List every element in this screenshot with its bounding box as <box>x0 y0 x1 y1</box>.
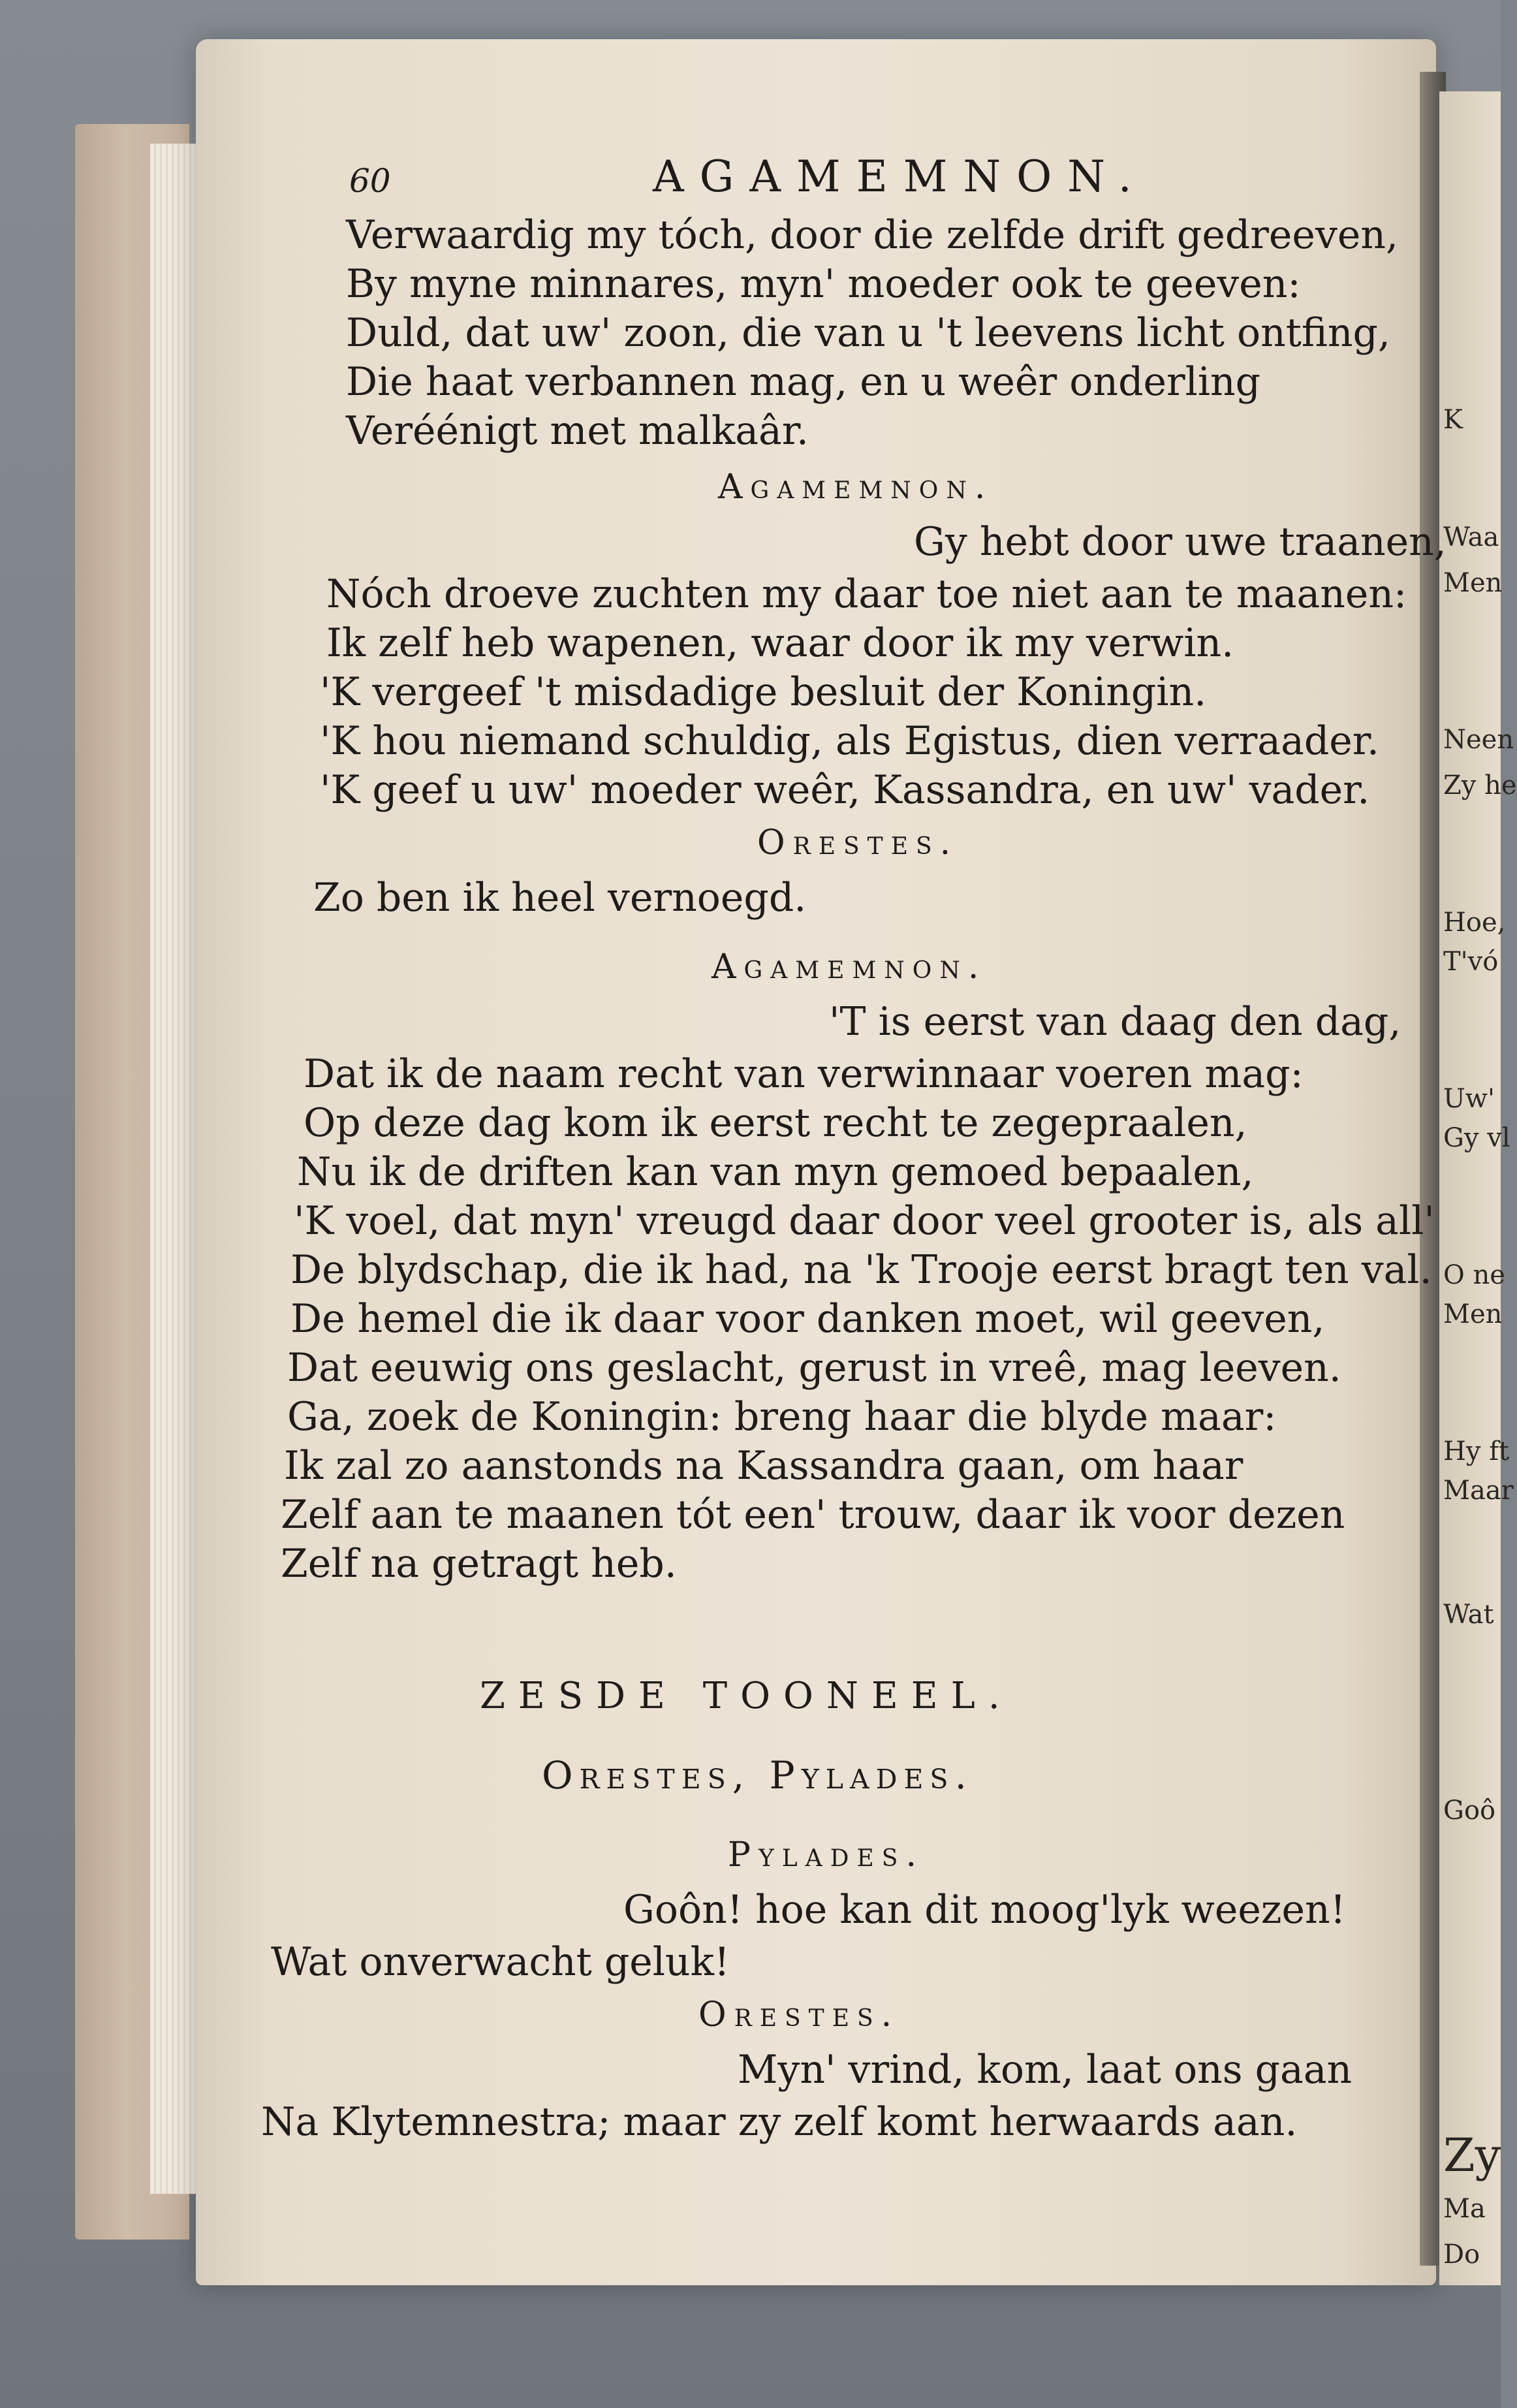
facing-page-fragment: Hy ft <box>1443 1436 1510 1466</box>
verse-line: Wat onverwacht geluk! <box>271 1939 730 1985</box>
verse-line: Zelf na getragt heb. <box>281 1541 677 1587</box>
verse-line: De hemel die ik daar voor danken moet, wil geeven, <box>290 1296 1325 1342</box>
verse-line: Veréénigt met malkaâr. <box>346 408 809 454</box>
facing-page-fragment: Waa <box>1443 522 1499 552</box>
running-head: AGAMEMNON. <box>653 151 1148 202</box>
facing-page-fragment: T'vó <box>1443 947 1499 977</box>
verse-line: Ga, zoek de Koningin: breng haar die blyde maar: <box>287 1394 1277 1440</box>
verse-line: By myne minnares, myn' moeder ook te geeven: <box>346 261 1301 307</box>
facing-page-fragment: Gy vl <box>1443 1123 1510 1153</box>
verse-line: Nu ik de driften kan van myn gemoed bepaalen, <box>297 1149 1254 1195</box>
verse-line: Op deze dag kom ik eerst recht te zegepraalen, <box>304 1100 1247 1146</box>
verse-line: Nóch droeve zuchten my daar toe niet aan te maanen: <box>326 571 1407 617</box>
verse-line: Die haat verbannen mag, en u weêr onderling <box>346 359 1261 405</box>
verse-line: Goôn! hoe kan dit moog'lyk weezen! <box>623 1887 1346 1933</box>
verse-line: Verwaardig my tóch, door die zelfde drift gedreeven, <box>346 212 1399 258</box>
facing-page-fragment: Men <box>1443 1299 1503 1329</box>
verse-line: Ik zelf heb wapenen, waar door ik my verwin. <box>326 620 1234 666</box>
speaker-label: Orestes. <box>698 1995 900 2035</box>
verse-line: Ik zal zo aanstonds na Kassandra gaan, om haar <box>284 1443 1243 1489</box>
facing-page-fragment: Wat <box>1443 1600 1494 1630</box>
facing-page-fragment: Do <box>1443 2240 1480 2270</box>
verse-line: Duld, dat uw' zoon, die van u 't leevens licht ontfing, <box>346 310 1390 356</box>
verse-line: 'K voel, dat myn' vreugd daar door veel grooter is, als all' <box>294 1198 1435 1244</box>
scene-characters: Orestes, Pylades. <box>542 1753 973 1798</box>
speaker-label: Agamemnon. <box>718 467 993 507</box>
facing-page-fragment: Men <box>1443 568 1503 598</box>
verse-line: Na Klytemnestra; maar zy zelf komt herwaards aan. <box>261 2099 1298 2145</box>
verse-line: Dat eeuwig ons geslacht, gerust in vreê, mag leeven. <box>287 1345 1341 1391</box>
facing-page-fragment: Maar <box>1443 1476 1514 1506</box>
facing-page-fragment: O ne <box>1443 1260 1505 1290</box>
verse-line: 'K hou niemand schuldig, als Egistus, dien verraader. <box>320 718 1379 764</box>
facing-page-fragment: Hoe, <box>1443 908 1506 938</box>
page-number: 60 <box>349 162 391 200</box>
verse-line: De blydschap, die ik had, na 'k Trooje eerst bragt ten val. <box>290 1247 1432 1293</box>
speaker-label: Pylades. <box>728 1835 924 1875</box>
speaker-label: Orestes. <box>757 823 959 863</box>
facing-page-fragment: Zy he <box>1443 770 1517 800</box>
verse-line: Gy hebt door uwe traanen, <box>914 519 1447 565</box>
facing-page-fragment: K <box>1443 405 1463 435</box>
facing-page-fragment: Uw' <box>1443 1084 1495 1114</box>
verse-line: Myn' vrind, kom, laat ons gaan <box>738 2047 1353 2093</box>
verse-line: 'K vergeef 't misdadige besluit der Koningin. <box>320 669 1207 715</box>
scene-heading: ZESDE TOONEEL. <box>480 1675 1013 1717</box>
verse-line: 'K geef u uw' moeder weêr, Kassandra, en uw' vader. <box>320 767 1370 813</box>
verse-line: Dat ik de naam recht van verwinnaar voeren mag: <box>304 1051 1304 1097</box>
facing-page-fragment: Goô <box>1443 1796 1496 1826</box>
verse-line: Zo ben ik heel vernoegd. <box>313 875 807 921</box>
facing-page-fragment: Ma <box>1443 2194 1486 2224</box>
speaker-label: Agamemnon. <box>712 947 987 987</box>
verse-line: 'T is eerst van daag den dag, <box>829 999 1401 1045</box>
verse-line: Zelf aan te maanen tót een' trouw, daar ik voor dezen <box>281 1492 1345 1538</box>
facing-page-fragment: Neen <box>1443 725 1514 755</box>
facing-page-fragment: Zy <box>1443 2129 1501 2182</box>
